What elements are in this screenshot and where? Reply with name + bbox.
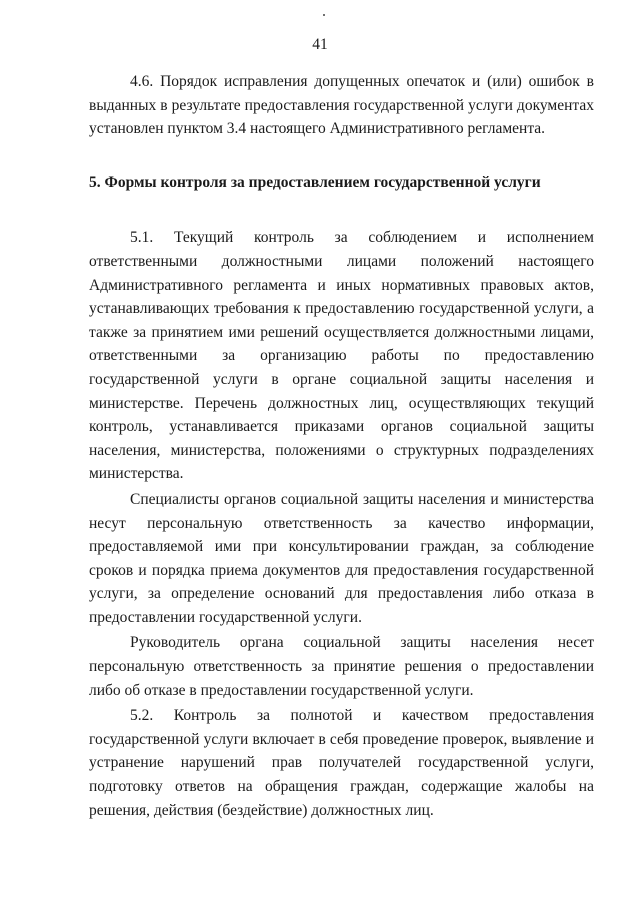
paragraph-4-6: 4.6. Порядок исправления допущенных опечаток и (или) ошибок в выданных в результате предоставления государственной услуги документах установлен пунктом 3.4 настоящего Административного регламента. (89, 73, 594, 138)
scan-speck (323, 14, 325, 16)
document-body (89, 70, 594, 822)
section-5-heading: 5. Формы контроля за предоставлением государственной услуги (89, 173, 541, 191)
paragraph-specialists-responsibility: Специалисты органов социальной защиты населения и министерства несут персональную ответственность за качество информации, предоставляемой ими при консультировании граждан, за соблюдение сроков и порядка приема документов для предоставления государственной услуги, за определение оснований для предоставления либо отказа в предоставлении государственной услуги. (89, 490, 594, 626)
paragraph-head-responsibility: Руководитель органа социальной защиты населения несет персональную ответственность за принятие решения о предоставлении либо об отказе в предоставлении государственной услуги. (89, 634, 594, 699)
paragraph-5-2: 5.2. Контроль за полнотой и качеством предоставления государственной услуги включает в себя проведение проверок, выявление и устранение нарушений прав получателей государственной услуги, подготовку ответов на обращения граждан, содержащие жалобы на решения, действия (бездействие) должностных лиц. (89, 707, 594, 819)
paragraph-5-1: 5.1. Текущий контроль за соблюдением и исполнением ответственными должностными лицами положений настоящего Административного регламента и иных нормативных правовых актов, устанавливающих требования к предоставлению государственной услуги, а также за принятием ими решений осуществляется должностными лицами, ответственными за организацию работы по предоставлению государственной услуги в органе социальной защиты населения и министерстве. Перечень должностных лиц, осуществляющих текущий контроль, устанавливается приказами органов социальной защиты населения, министерства, положениями о структурных подразделениях министерства. (89, 229, 594, 483)
page-number: 41 (312, 36, 328, 53)
